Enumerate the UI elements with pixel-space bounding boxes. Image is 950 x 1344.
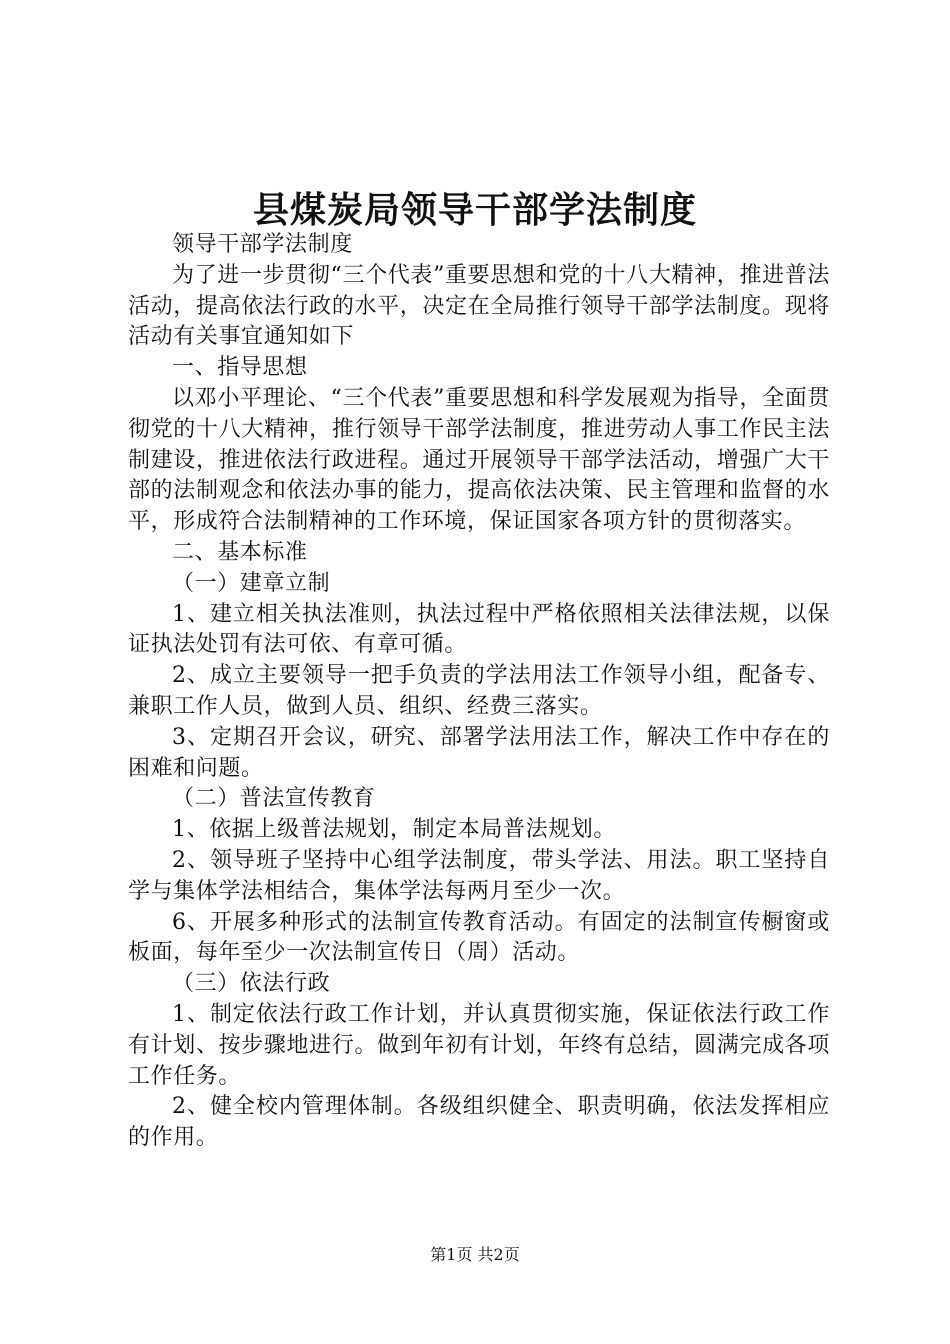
- subsection-heading-rules: （一）建章立制: [172, 570, 331, 596]
- paragraph-administration-1: 1、制定依法行政工作计划，并认真贯彻实施，保证依法行政工作有计划、按步骤地进行。做到年初有计划，年终有总结，圆满完成各项工作任务。: [128, 1001, 830, 1089]
- paragraph-rules-3: 3、定期召开会议，研究、部署学法用法工作，解决工作中存在的困难和问题。: [128, 724, 830, 781]
- paragraph-education-1: 1、依据上级普法规划，制定本局普法规划。: [172, 817, 616, 843]
- page-number-footer: 第1页 共2页: [430, 1245, 520, 1264]
- paragraph-rules-1: 1、建立相关执法准则，执法过程中严格依照相关法律法规，以保证执法处罚有法可依、有章可循。: [128, 601, 830, 658]
- document-title: 县煤炭局领导干部学法制度: [252, 189, 697, 231]
- section-heading-basic-standards: 二、基本标准: [172, 539, 308, 565]
- paragraph-subtitle: 领导干部学法制度: [172, 232, 353, 257]
- paragraph-education-2: 2、领导班子坚持中心组学法制度，带头学法、用法。职工坚持自学与集体学法相结合，集体学法每两月至少一次。: [128, 847, 830, 904]
- paragraph-education-6: 6、开展多种形式的法制宣传教育活动。有固定的法制宣传橱窗或板面，每年至少一次法制宣传日（周）活动。: [128, 909, 830, 966]
- subsection-heading-education: （二）普法宣传教育: [172, 786, 376, 812]
- subsection-heading-administration: （三）依法行政: [172, 971, 331, 997]
- paragraph-intro: 为了进一步贯彻“三个代表”重要思想和党的十八大精神，推进普法活动，提高依法行政的水平，决定在全局推行领导干部学法制度。现将活动有关事宜通知如下: [128, 262, 830, 350]
- document-body: [128, 230, 830, 1154]
- paragraph-rules-2: 2、成立主要领导一把手负责的学法用法工作领导小组，配备专、兼职工作人员，做到人员、组织、经费三落实。: [128, 663, 830, 719]
- paragraph-administration-2: 2、健全校内管理体制。各级组织健全、职责明确，依法发挥相应的作用。: [128, 1094, 830, 1151]
- section-heading-guiding-thought: 一、指导思想: [172, 355, 308, 381]
- paragraph-guiding-thought: 以邓小平理论、“三个代表”重要思想和科学发展观为指导，全面贯彻党的十八大精神，推行领导干部学法制度，推进劳动人事工作民主法制建设，推进依法行政进程。通过开展领导干部学法活动，增强广大干部的法制观念和依法办事的能力，提高依法决策、民主管理和监督的水平，形成符合法制精神的工作环境，保证国家各项方针的贯彻落实。: [128, 385, 830, 535]
